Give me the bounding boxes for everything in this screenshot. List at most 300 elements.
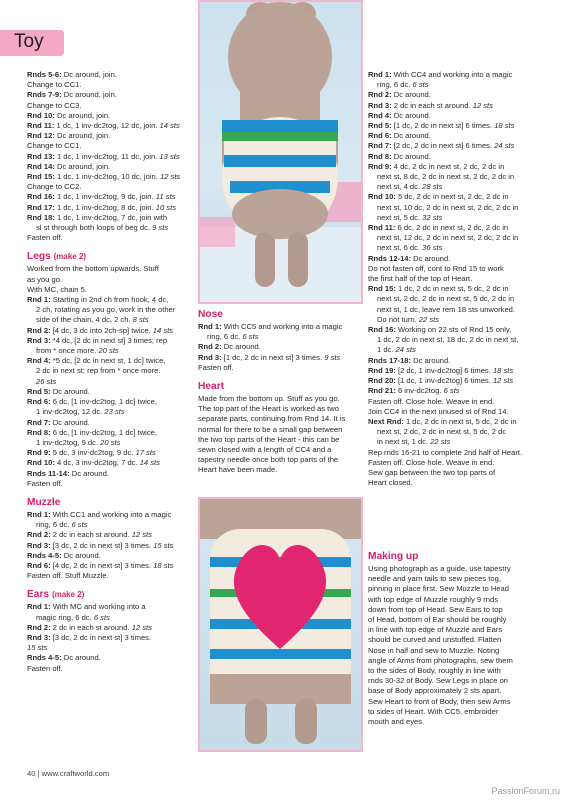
round-instruction: 1 inv-dc2tog, 9 dc.: [36, 437, 99, 447]
pattern-line: [27, 285, 197, 295]
making-up-line: rnds 30-32 of Body. Sew Legs in place on: [368, 676, 509, 686]
making-up-line: Sew Heart to front of Body, then sew Arms: [368, 696, 511, 706]
making-up-heading-text: Making up: [368, 551, 419, 562]
round-label: Rnd 8:: [27, 427, 53, 437]
round-instruction: Dc around.: [63, 550, 101, 560]
stitch-count: 11 sts: [153, 192, 176, 202]
round-instruction: [4 dc, 3 dc into 2ch-sp] twice.: [52, 325, 151, 335]
round-instruction: Dc around.: [393, 151, 431, 161]
stitch-count: 6 sts: [410, 80, 429, 90]
pattern-line: [368, 427, 543, 437]
ears-heading-sub: (make 2): [51, 590, 85, 600]
round-instruction: Do not fasten off, cont to Rnd 15 to work: [368, 263, 504, 273]
round-instruction: Sew gap between the two top parts of: [368, 467, 496, 477]
pattern-line: [27, 428, 197, 438]
round-label: Rnd 15:: [368, 284, 398, 294]
round-instruction: next st, 5 dc.: [377, 212, 421, 222]
section-tab: [0, 30, 64, 56]
pattern-line: [27, 192, 197, 202]
pattern-line: [27, 295, 197, 305]
stitch-count: 13 sts: [157, 151, 180, 161]
round-instruction: 1 dc, 1 inv-dc2tog, 8 dc, join.: [56, 202, 154, 212]
round-instruction: Fasten off. Stuff Muzzle.: [27, 571, 109, 581]
round-label: Rnd 15:: [27, 172, 57, 182]
pattern-line: [198, 404, 360, 414]
pattern-line: [27, 633, 197, 643]
round-label: Rnd 8:: [368, 151, 394, 161]
round-instruction: 1 dc, 1 inv-dc2tog, 10 dc, join.: [56, 172, 158, 182]
pattern-line: [368, 335, 543, 345]
pattern-line: [368, 111, 543, 121]
legs-heading-text: Legs: [27, 251, 51, 263]
stitch-count: 18 sts: [492, 121, 515, 131]
round-instruction: Fasten off. Close hole. Weave in end.: [368, 396, 495, 406]
stitch-count: 15 sts: [151, 540, 174, 550]
pattern-line: [27, 90, 197, 100]
round-instruction: Rep rnds 16-21 to complete 2nd half of Heart.: [368, 447, 523, 457]
round-instruction: Dc around.: [223, 342, 261, 352]
round-instruction: Fasten off.: [198, 362, 234, 372]
round-instruction: the first half of the top of Heart.: [368, 274, 473, 284]
pattern-line: [198, 332, 360, 342]
pattern-line: [27, 458, 197, 468]
round-instruction: Heart closed.: [368, 478, 413, 488]
making-up-text: [368, 564, 543, 727]
making-up-line: in line with top edge of Muzzle and Ears: [368, 625, 503, 635]
round-label: Rnd 6:: [27, 397, 53, 407]
round-instruction: separate parts, continuing from Rnd 14. It is: [198, 414, 346, 424]
muzzle-rounds: [27, 510, 197, 581]
pattern-line: [368, 172, 543, 182]
round-instruction: Dc around.: [63, 653, 101, 663]
pattern-line: [27, 203, 197, 213]
stitch-count: 15 sts: [27, 643, 48, 653]
round-label: Rnd 16:: [368, 325, 398, 335]
pattern-line: [27, 551, 197, 561]
making-up-line: Using photograph as a guide, use tapestry: [368, 564, 511, 573]
round-instruction: Fasten off.: [27, 233, 63, 243]
pattern-line: [368, 356, 543, 366]
heart-rounds: [368, 70, 543, 488]
column-body-and-legs: [27, 70, 197, 674]
round-instruction: next st, 8 dc, 2 dc in next st, 2 dc, 2 dc in: [377, 172, 515, 182]
stitch-count: 18 sts: [490, 365, 514, 375]
pattern-line: [27, 315, 197, 325]
round-instruction: Heart have been made.: [198, 465, 278, 475]
round-label: Rnd 6:: [368, 131, 394, 141]
round-instruction: 1 dc, 2 dc in next st, 18 dc, 2 dc in next st,: [377, 335, 519, 345]
pattern-line: [368, 192, 543, 202]
pattern-line: [368, 437, 543, 447]
round-instruction: Fasten off.: [27, 478, 63, 488]
round-instruction: Working on 22 sts of Rnd 15 only,: [397, 325, 512, 335]
pattern-line: [368, 397, 543, 407]
round-label: Rnd 2:: [27, 530, 53, 540]
pattern-line: [368, 213, 543, 223]
round-label: Rnd 19:: [368, 365, 398, 375]
round-label: Rnd 1:: [198, 322, 224, 331]
pattern-line: [27, 643, 197, 653]
round-instruction: 1 dc, 1 inv-dc2tog, 7 dc, join with: [56, 212, 168, 222]
pattern-line: [368, 182, 543, 192]
stitch-count: 12 sts: [470, 100, 493, 110]
round-label: Rnd 4:: [27, 356, 53, 366]
legs-heading-sub: (make 2): [53, 252, 87, 262]
round-label: Rnd 9:: [368, 161, 394, 171]
pattern-line: [27, 213, 197, 223]
making-up-line: to sides of Heart. With CC5, embroider: [368, 706, 499, 716]
pattern-line: [27, 121, 197, 131]
round-label: Rnd 9:: [27, 448, 53, 458]
making-up-line: base of Body approximately 2 sts apart.: [368, 686, 502, 696]
round-label: Rnds 17-18:: [368, 355, 414, 365]
round-instruction: the two top parts of the Heart - this can be: [198, 434, 340, 444]
pattern-line: [27, 356, 197, 366]
round-label: Rnd 20:: [368, 376, 398, 386]
pattern-line: [27, 366, 197, 376]
round-instruction: Change to CC1.: [27, 80, 82, 90]
legs-heading: [27, 250, 197, 263]
round-instruction: 6 inv-dc2tog.: [397, 386, 442, 396]
column-making-up: [368, 550, 543, 727]
round-instruction: [3 dc, 2 dc in next st] 3 times.: [52, 540, 152, 550]
round-instruction: Dc around.: [393, 131, 431, 141]
round-instruction: Dc around.: [52, 417, 90, 427]
section-tab-label: Toy: [14, 31, 44, 52]
making-up-line: to the sides of Body, roughly in line with: [368, 666, 501, 676]
round-instruction: 5 dc, 3 inv-dc2tog, 9 dc.: [52, 448, 134, 458]
round-instruction: 1 inv-dc2tog, 12 dc.: [36, 407, 103, 417]
round-instruction: 2 ch, rotating as you go, work in the other: [36, 305, 176, 315]
bear-back-illustration: [200, 2, 361, 302]
making-up-line: angle of Arms from photographs, sew them: [368, 655, 513, 665]
page-footer: 40 | www.craftworld.com: [27, 769, 110, 778]
stitch-count: 10 sts: [153, 202, 177, 212]
round-instruction: normal for there to be a small gap between: [198, 424, 343, 434]
round-instruction: *4 dc, [2 dc in next st] 3 times; rep: [52, 335, 168, 345]
round-instruction: With CC4 and working into a magic: [393, 70, 513, 79]
round-instruction: Dc around.: [393, 90, 431, 100]
pattern-line: [198, 435, 360, 445]
pattern-line: [27, 152, 197, 162]
pattern-line: [368, 325, 543, 335]
pattern-line: [368, 131, 543, 141]
round-label: Rnds 4-5:: [27, 550, 64, 560]
pattern-line: [368, 284, 543, 294]
round-label: Rnds 7-9:: [27, 90, 64, 100]
round-instruction: 1 dc, 1 inv-dc2tog, 12 dc, join.: [56, 121, 158, 131]
round-instruction: [1 dc, 2 dc in next st] 6 times.: [393, 121, 493, 131]
pattern-line: [27, 602, 197, 612]
pattern-line: [27, 520, 197, 530]
legs-rounds: [27, 264, 197, 488]
pattern-line: [368, 254, 543, 264]
pattern-line: [368, 478, 543, 488]
round-instruction: sl st through both loops of beg dc.: [36, 223, 150, 233]
round-instruction: 2 dc in next st; rep from * once more.: [36, 366, 161, 376]
making-up-line: of Head, bottom of Ear should be roughly: [368, 615, 507, 625]
making-up-line: pinning in place first. Sew Muzzle to Head: [368, 584, 509, 594]
nose-heading-text: Nose: [198, 309, 223, 320]
round-label: Rnd 2:: [368, 90, 394, 100]
round-instruction: Dc around.: [52, 386, 90, 396]
pattern-line: [368, 345, 543, 355]
round-instruction: Dc around.: [393, 110, 431, 120]
making-up-line: down from top of Head. Sew Ears to top: [368, 604, 503, 614]
pattern-line: [27, 305, 197, 315]
pattern-line: [368, 386, 543, 396]
round-instruction: [1 dc, 2 dc in next st] 3 times.: [223, 352, 323, 362]
column-nose-and-heart: [198, 308, 360, 476]
pattern-line: [27, 510, 197, 520]
round-instruction: [1 dc, 1 inv-dc2tog] 6 times.: [397, 376, 491, 386]
ears-heading: [27, 588, 197, 601]
round-instruction: *5 dc, [2 dc in next st, 1 dc] twice,: [52, 356, 166, 366]
pattern-line: [368, 315, 543, 325]
round-label: Rnds 11-14:: [27, 468, 72, 478]
pattern-line: [368, 80, 543, 90]
round-label: Rnd 1:: [368, 70, 394, 79]
pattern-line: [27, 571, 197, 581]
round-label: Rnd 12:: [27, 131, 57, 141]
pattern-line: [368, 294, 543, 304]
round-instruction: from * once more.: [36, 346, 97, 356]
pattern-line: [368, 417, 543, 427]
round-instruction: tapestry needle once both top parts of the: [198, 455, 339, 465]
stitch-count: 22 sts: [416, 314, 440, 324]
nose-heading: [198, 308, 360, 321]
pattern-line: [27, 418, 197, 428]
pattern-line: [27, 479, 197, 489]
stitch-count: 14 sts: [150, 325, 174, 335]
round-instruction: ring, 6 dc.: [36, 520, 70, 530]
round-label: Rnd 7:: [27, 417, 53, 427]
round-instruction: 2 dc in each st around.: [52, 530, 130, 540]
heart-heading: [198, 380, 360, 393]
round-label: Rnd 6:: [27, 560, 53, 570]
stitch-count: 24 sts: [393, 345, 416, 355]
pattern-line: [368, 366, 543, 376]
round-label: Rnds 12-14:: [368, 253, 414, 263]
pattern-line: [27, 223, 197, 233]
pattern-line: [27, 377, 197, 387]
round-label: Rnd 1:: [27, 509, 53, 519]
pattern-line: [198, 363, 360, 373]
pattern-line: [27, 653, 197, 663]
round-instruction: Dc around.: [71, 468, 109, 478]
round-instruction: ring, 6 dc.: [207, 332, 241, 342]
round-instruction: sewn closed with a length of CC4 and a: [198, 445, 332, 455]
round-instruction: 4 dc, 2 dc in next st, 2 dc, 2 dc in: [393, 161, 505, 171]
round-label: Rnd 17:: [27, 202, 57, 212]
round-instruction: Dc around, join.: [56, 131, 111, 141]
stitch-count: 23 sts: [102, 407, 125, 417]
pattern-line: [198, 465, 360, 475]
round-instruction: Fasten off. Close hole. Weave in end.: [368, 457, 495, 467]
muzzle-heading-text: Muzzle: [27, 496, 61, 508]
pattern-line: [368, 152, 543, 162]
heart-intro: [198, 394, 360, 476]
pattern-line: [27, 530, 197, 540]
round-label: Rnd 10:: [27, 110, 57, 120]
pattern-line: [27, 162, 197, 172]
pattern-line: [27, 182, 197, 192]
round-instruction: Worked from the bottom upwards. Stuff: [27, 264, 159, 274]
stitch-count: 6 sts: [91, 612, 110, 622]
pattern-line: [368, 141, 543, 151]
round-instruction: ring, 6 dc.: [377, 80, 411, 90]
round-instruction: 6 dc, [1 inv-dc2tog, 1 dc] twice,: [52, 397, 157, 407]
round-label: Rnd 3:: [368, 100, 394, 110]
pattern-line: [27, 275, 197, 285]
pattern-line: [27, 141, 197, 151]
pattern-line: [368, 305, 543, 315]
column-heart-rounds: [368, 70, 543, 488]
making-up-line: needle and yarn tails to sew pieces tog,: [368, 574, 501, 584]
round-instruction: 1 dc, 2 dc in next st, 5 dc, 2 dc in: [405, 416, 517, 426]
pattern-line: [368, 243, 543, 253]
pattern-line: [27, 387, 197, 397]
round-instruction: as you go.: [27, 274, 63, 284]
round-label: Rnd 3:: [198, 352, 224, 362]
stitch-count: 12 sts: [157, 172, 181, 182]
muzzle-heading: [27, 496, 197, 509]
stitch-count: 14 sts: [157, 121, 180, 131]
pattern-line: [198, 353, 360, 363]
pattern-line: [368, 101, 543, 111]
round-instruction: next st, 1 dc, leave rem 18 sts unworked.: [377, 304, 516, 314]
stitch-count: 9 sts: [322, 352, 341, 362]
round-label: Rnd 1:: [27, 295, 53, 305]
pattern-line: [27, 172, 197, 182]
round-instruction: [4 dc, 2 dc in next st] 3 times.: [52, 560, 152, 570]
round-label: Rnd 1:: [27, 602, 53, 612]
pattern-line: [27, 469, 197, 479]
pattern-line: [368, 264, 543, 274]
pattern-line: [27, 561, 197, 571]
round-label: Rnd 5:: [368, 121, 394, 131]
round-instruction: [2 dc, 1 inv-dc2tog] 6 times.: [397, 365, 491, 375]
pattern-line: [368, 162, 543, 172]
round-instruction: The top part of the Heart is worked as two: [198, 404, 339, 414]
round-label: Rnd 3:: [27, 632, 53, 642]
round-instruction: 5 dc, 2 dc in next st, 2 dc, 2 dc in: [397, 192, 509, 202]
stitch-count: 14 sts: [137, 458, 160, 468]
round-instruction: next st, 2 dc, 2 dc in next st, 5 dc, 2 dc: [377, 427, 507, 437]
pattern-line: [27, 623, 197, 633]
pattern-line: [27, 664, 197, 674]
stitch-count: 6 sts: [240, 332, 259, 342]
round-label: Rnd 3:: [27, 335, 53, 345]
making-up-line: with top edge of Muzzle roughly 9 rnds: [368, 594, 499, 604]
round-instruction: magic ring, 6 dc.: [36, 612, 92, 622]
round-instruction: 1 dc, 2 dc in next st, 5 dc, 2 dc in: [397, 284, 509, 294]
round-instruction: next st, 2 dc, 2 dc in next st, 5 dc, 2 dc in: [377, 294, 515, 304]
round-instruction: Made from the bottom up. Stuff as you go.: [198, 394, 340, 404]
round-instruction: Dc around, join.: [63, 90, 117, 100]
round-label: Rnd 16:: [27, 192, 57, 202]
pattern-line: [27, 438, 197, 448]
round-instruction: Dc around, join.: [63, 70, 117, 79]
stitch-count: 20 sts: [96, 346, 119, 356]
round-instruction: 1 dc.: [377, 345, 394, 355]
round-instruction: 6 dc, [1 inv-dc2tog, 1 dc] twice,: [52, 427, 157, 437]
pattern-line: [27, 407, 197, 417]
round-label: Rnd 2:: [27, 325, 53, 335]
pattern-line: [27, 448, 197, 458]
pattern-line: [27, 346, 197, 356]
pattern-line: [27, 111, 197, 121]
pattern-line: [27, 613, 197, 623]
pattern-line: [27, 80, 197, 90]
round-instruction: [3 dc, 2 dc in next st] 3 times.: [52, 632, 152, 642]
round-instruction: Dc around, join.: [56, 110, 111, 120]
pattern-line: [27, 326, 197, 336]
bear-heart-photo: [198, 497, 363, 752]
pattern-line: [198, 445, 360, 455]
stitch-count: 22 sts: [428, 437, 451, 447]
round-label: Rnd 10:: [27, 458, 57, 468]
pattern-line: [198, 342, 360, 352]
pattern-line: [368, 233, 543, 243]
stitch-count: 26 sts: [36, 376, 57, 386]
bear-heart-illustration: [200, 499, 361, 750]
round-instruction: Fasten off.: [27, 663, 63, 673]
watermark: PassionForum.ru: [491, 786, 560, 796]
ears-heading-text: Ears: [27, 589, 50, 601]
round-instruction: 1 dc, 1 inv-dc2tog, 11 dc, join.: [56, 151, 158, 161]
pattern-line: [368, 407, 543, 417]
nose-rounds: [198, 322, 360, 373]
round-instruction: 4 dc, 3 inv-dc2tog, 7 dc.: [56, 458, 138, 468]
pattern-line: [27, 541, 197, 551]
pattern-line: [27, 101, 197, 111]
round-instruction: Change to CC1.: [27, 141, 82, 151]
round-instruction: Do not turn.: [377, 314, 417, 324]
pattern-line: [368, 203, 543, 213]
pattern-line: [198, 322, 360, 332]
pattern-line: [198, 455, 360, 465]
round-instruction: next st, 6 dc.: [377, 243, 421, 253]
round-instruction: With MC, chain 5.: [27, 284, 87, 294]
round-instruction: Starting in 2nd ch from hook, 4 dc,: [52, 295, 169, 305]
pattern-line: [198, 414, 360, 424]
round-label: Next Rnd:: [368, 416, 406, 426]
pattern-line: [27, 336, 197, 346]
making-up-line: Nose in half and sew to Muzzle. Noting: [368, 645, 500, 655]
pattern-line: [27, 264, 197, 274]
pattern-line: [27, 397, 197, 407]
round-label: Rnd 18:: [27, 212, 57, 222]
pattern-line: [368, 90, 543, 100]
stitch-count: 12 sts: [129, 622, 152, 632]
round-instruction: next st, 10 dc, 2 dc in next st, 2 dc, 2 dc in: [377, 202, 519, 212]
pattern-line: [368, 70, 543, 80]
round-label: Rnds 5-6:: [27, 70, 64, 79]
round-label: Rnd 5:: [27, 386, 53, 396]
pattern-line: [368, 223, 543, 233]
round-instruction: Dc around.: [413, 253, 451, 263]
round-label: Rnds 4-5:: [27, 653, 64, 663]
round-instruction: Change to CC3.: [27, 100, 82, 110]
making-up-heading: [368, 550, 543, 563]
stitch-count: 9 sts: [149, 223, 169, 233]
round-instruction: Dc around, join.: [56, 161, 111, 171]
stitch-count: 24 sts: [492, 141, 515, 151]
stitch-count: 12 sts: [129, 530, 152, 540]
stitch-count: 12 sts: [490, 376, 514, 386]
round-label: Rnd 21:: [368, 386, 398, 396]
